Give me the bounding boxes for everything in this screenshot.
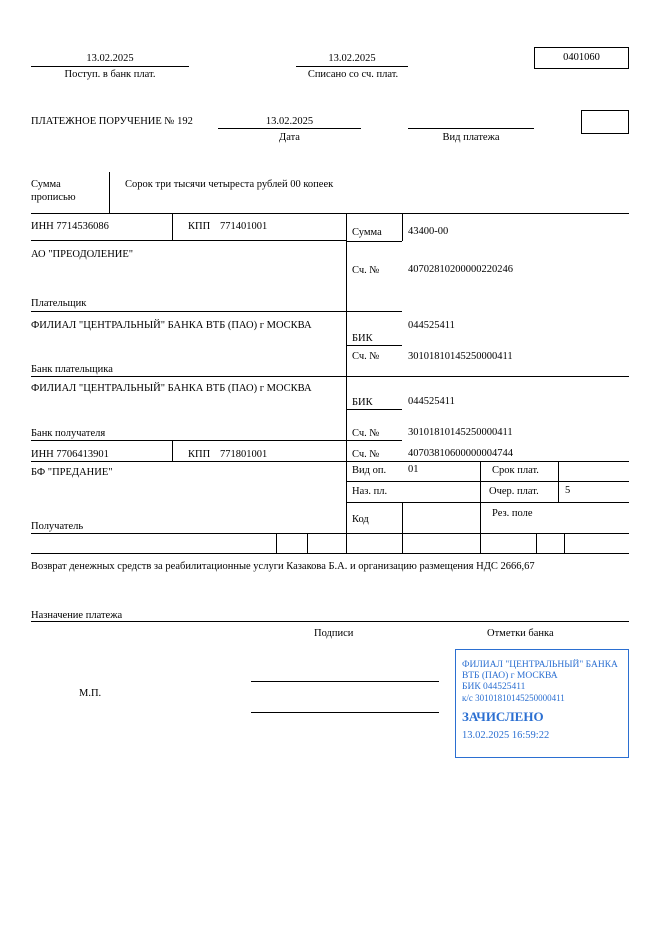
code-label: Код: [352, 514, 369, 525]
payer-bank-label: Банк плательщика: [31, 364, 113, 375]
op-type-label: Вид оп.: [352, 465, 387, 476]
divider: [31, 66, 189, 67]
payer-bank-bik: 044525411: [408, 320, 455, 331]
payee-bank-bik-label: БИК: [352, 397, 373, 408]
payee-bank-name: ФИЛИАЛ "ЦЕНТРАЛЬНЫЙ" БАНКА ВТБ (ПАО) г МОСКВА: [31, 383, 312, 394]
divider: [564, 533, 565, 553]
stamp-line-4: к/с 30101810145250000411: [462, 693, 565, 703]
bank-stamp: [455, 649, 629, 758]
priority-label: Очер. плат.: [489, 486, 539, 497]
purpose-label: Назначение платежа: [31, 610, 123, 621]
divider: [408, 128, 534, 129]
purpose-text: Возврат денежных средств за реабилитационные услуги Казакова Б.А. и организацию размещения НДС 2666,67: [31, 561, 535, 572]
bank-marks-label: Отметки банка: [487, 628, 554, 639]
payee-bank-account-label: Сч. №: [352, 428, 380, 439]
divider: [109, 172, 110, 213]
payer-kpp: 771401001: [220, 221, 268, 232]
priority: 5: [565, 485, 571, 496]
form-code-box: [534, 47, 629, 69]
divider: [31, 553, 629, 554]
payee-bank-bik: 044525411: [408, 396, 455, 407]
signatures-label: Подписи: [314, 628, 354, 639]
stamp-status: ЗАЧИСЛЕНО: [462, 709, 544, 724]
payee-account: 40703810600000004744: [408, 448, 513, 459]
payer-inn: ИНН 7714536086: [31, 221, 109, 232]
page-title: ПЛАТЕЖНОЕ ПОРУЧЕНИЕ № 192: [31, 116, 193, 127]
divider: [558, 461, 559, 502]
divider: [31, 621, 629, 622]
divider: [346, 409, 402, 410]
amount-words-label-2: прописью: [31, 192, 76, 203]
divider: [31, 240, 346, 241]
divider: [172, 213, 173, 240]
payee-bank-account: 30101810145250000411: [408, 427, 513, 438]
payer-bank-account: 30101810145250000411: [408, 351, 513, 362]
payer-account-label: Сч. №: [352, 265, 380, 276]
divider: [276, 533, 277, 553]
payer-account: 40702810200000220246: [408, 264, 513, 275]
payer-bank-name: ФИЛИАЛ "ЦЕНТРАЛЬНЫЙ" БАНКА ВТБ (ПАО) г МОСКВА: [31, 320, 312, 331]
divider: [480, 461, 481, 553]
divider: [346, 345, 402, 346]
amount-words-label: Сумма: [31, 179, 61, 190]
signature-line: [251, 712, 439, 713]
divider: [536, 533, 537, 553]
payee-bank-label: Банк получателя: [31, 428, 106, 439]
amount-words-value: Сорок три тысячи четыреста рублей 00 копеек: [125, 179, 334, 190]
payer-bank-account-label: Сч. №: [352, 351, 380, 362]
term-label: Срок плат.: [492, 465, 539, 476]
payer-name: АО "ПРЕОДОЛЕНИЕ": [31, 249, 134, 260]
seal-label: М.П.: [79, 688, 102, 699]
reserve-label: Рез. поле: [492, 508, 533, 519]
payer-kpp-label: КПП: [188, 221, 211, 232]
stamp-line-1: ФИЛИАЛ "ЦЕНТРАЛЬНЫЙ" БАНКА: [462, 660, 618, 670]
debited-label: Списано со сч. плат.: [307, 69, 399, 80]
divider: [346, 213, 347, 553]
sum-label: Сумма: [352, 227, 382, 238]
divider: [346, 241, 402, 242]
divider: [31, 376, 629, 377]
payment-type-label: Вид платежа: [442, 132, 500, 143]
received-date: 13.02.2025: [86, 53, 134, 64]
debited-date: 13.02.2025: [328, 53, 376, 64]
payee-name: БФ "ПРЕДАНИЕ": [31, 467, 113, 478]
stamp-datetime: 13.02.2025 16:59:22: [462, 730, 550, 741]
payee-label: Получатель: [31, 521, 84, 532]
divider: [402, 502, 403, 553]
payee-kpp-label: КПП: [188, 449, 211, 460]
order-date: 13.02.2025: [265, 116, 314, 127]
order-date-label: Дата: [279, 132, 300, 143]
payee-kpp: 771801001: [220, 449, 268, 460]
op-type: 01: [408, 464, 419, 475]
divider: [31, 533, 629, 534]
divider: [218, 128, 361, 129]
payee-inn: ИНН 7706413901: [31, 449, 109, 460]
sum-value: 43400-00: [408, 226, 449, 237]
divider: [346, 481, 629, 482]
payer-bank-bik-label: БИК: [352, 333, 373, 344]
payer-label: Плательщик: [31, 298, 87, 309]
stamp-line-3: БИК 044525411: [462, 682, 526, 692]
divider: [31, 461, 629, 462]
signature-line: [251, 681, 439, 682]
divider: [346, 502, 629, 503]
received-label: Поступ. в банк плат.: [64, 69, 156, 80]
divider: [307, 533, 308, 553]
divider: [31, 213, 629, 214]
payment-code-box: [581, 110, 629, 134]
payee-account-label: Сч. №: [352, 449, 380, 460]
purpose-code-label: Наз. пл.: [352, 486, 388, 497]
divider: [296, 66, 408, 67]
divider: [172, 440, 173, 461]
stamp-line-2: ВТБ (ПАО) г МОСКВА: [462, 671, 558, 681]
form-code: 0401060: [563, 52, 600, 63]
divider: [402, 213, 403, 241]
